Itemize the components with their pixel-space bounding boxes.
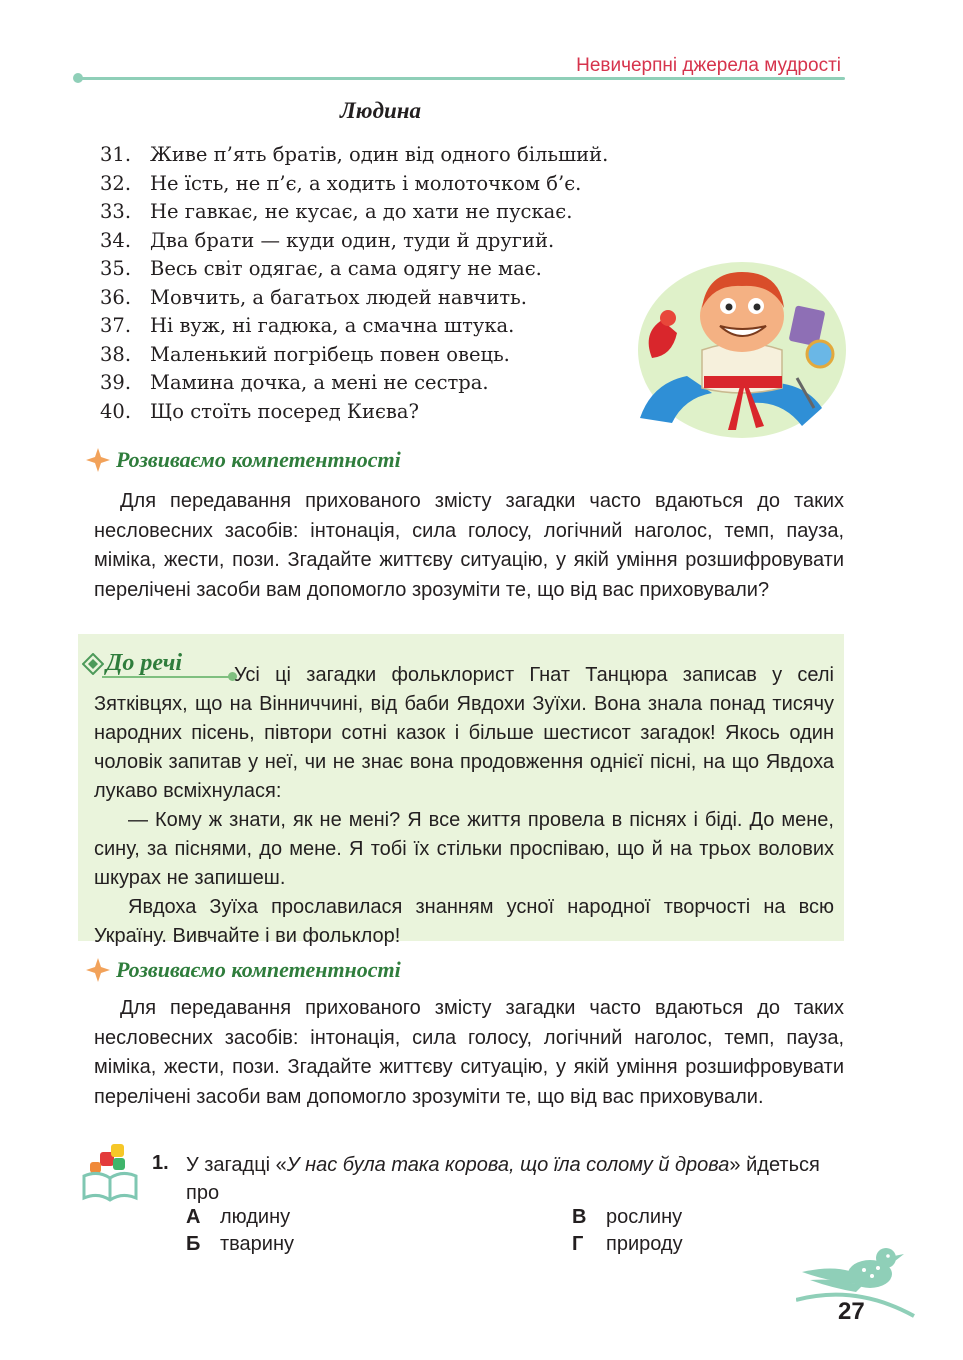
four-point-star-icon xyxy=(86,958,110,982)
competence-paragraph: Для передавання прихованого змісту загадки часто вдаються до таких несловесних засобів: інтонація, сила голосу, логічний наголос, темп, пауза, міміка, жести, пози. Згадайте життєву ситуацію, у якій уміння розшифровувати перелічені засоби вам допомогло зрозуміти те, що від вас приховували. xyxy=(94,997,844,1108)
riddle-item xyxy=(100,341,608,370)
riddle-number: 31. xyxy=(100,143,132,166)
riddle-number: 33. xyxy=(100,200,132,223)
riddle-text: Весь світ одягає, а сама одягу не має. xyxy=(150,257,542,280)
riddle-item xyxy=(100,170,608,199)
riddle-text: Не їсть, не п’є, а ходить і молоточком б’є. xyxy=(150,171,582,195)
four-point-star-icon xyxy=(86,448,110,472)
section-title: Людина xyxy=(340,98,422,123)
option-letter: Б xyxy=(186,1233,201,1255)
option-text: рослину xyxy=(606,1206,683,1228)
note-paragraph: Явдоха Зуїха прославилася знанням усної народної творчості на всю Україну. Вивчайте і ви фольклор! xyxy=(94,896,834,947)
answer-option-h[interactable] xyxy=(572,1230,683,1258)
competence-text-1 xyxy=(94,487,844,605)
option-text: людину xyxy=(220,1206,291,1228)
riddle-number: 40. xyxy=(100,399,132,423)
header-rule-dot xyxy=(73,73,83,83)
header-rule xyxy=(77,77,845,80)
riddle-text: Маленький погрібець повен овець. xyxy=(150,342,510,366)
riddle-text: Мамина дочка, а мені не сестра. xyxy=(150,371,489,394)
riddle-text: Не гавкає, не кусає, а до хати не пускає. xyxy=(150,200,573,223)
note-paragraph: — Кому ж знати, як не мені? Я все життя провела в піснях і біді. До мене, сину, за піснями, до мене. Я тобі їх стільки проспіваю, що й на трьох волових шкурах не запишеш. xyxy=(94,809,834,889)
riddle-text: Ні вуж, ні гадюка, а смачна штука. xyxy=(150,314,515,337)
riddle-list xyxy=(100,141,608,426)
riddle-number: 39. xyxy=(100,371,132,394)
running-head: Невичерпні джерела мудрості xyxy=(576,55,841,76)
riddle-item xyxy=(100,141,608,170)
task-text-before: У загадці « xyxy=(186,1154,287,1176)
task-text-after: » йдеться про xyxy=(186,1154,820,1204)
competence-text-2 xyxy=(94,994,844,1112)
competence-title: Розвиваємо компетентності xyxy=(116,447,401,472)
competence-paragraph: Для передавання прихованого змісту загадки часто вдаються до таких несловесних засобів: інтонація, сила голосу, логічний наголос, темп, пауза, міміка, жести, пози. Згадайте життєву ситуацію, у якій уміння розшифровувати перелічені засоби вам допомогло зрозуміти те, що від вас приховували? xyxy=(94,490,844,601)
riddle-text: Мовчить, а багатьох людей навчить. xyxy=(150,285,527,309)
answer-option-v[interactable] xyxy=(572,1203,682,1231)
page-number: 27 xyxy=(838,1298,865,1325)
riddle-item xyxy=(100,198,608,227)
cartoon-boy-illustration xyxy=(632,258,847,440)
competence-heading-2 xyxy=(86,957,401,983)
riddle-item xyxy=(100,227,608,256)
riddle-item xyxy=(100,369,608,398)
note-paragraph: Усі ці загадки фольклорист Гнат Танцюра записав у селі Зятківцях, що на Вінниччині, від баби Явдохи Зуїхи. Вона знала понад тисячу народних пісень, півтори сотні казок і більше шестисот загадок! Якось один чоловік запитав у неї, чи не знає вона продовження однієї пісні, на що Явдоха лукаво всміхнулася: xyxy=(94,664,834,802)
task-number: 1. xyxy=(152,1152,169,1174)
riddle-text: Два брати — куди один, туди й другий. xyxy=(150,228,555,252)
task-question xyxy=(186,1151,846,1207)
note-text xyxy=(94,661,834,951)
book-blocks-icon xyxy=(80,1140,140,1202)
riddle-text: Живе п’ять братів, один від одного більший. xyxy=(150,143,609,166)
riddle-number: 38. xyxy=(100,342,132,366)
answer-option-b[interactable] xyxy=(186,1230,294,1258)
option-text: природу xyxy=(606,1233,683,1255)
task-quote: У нас була така корова, що їла солому й дрова xyxy=(286,1154,730,1176)
option-text: тварину xyxy=(220,1233,295,1255)
option-letter: А xyxy=(186,1206,201,1228)
option-letter: Г xyxy=(572,1233,584,1255)
riddle-number: 32. xyxy=(100,171,132,195)
riddle-item xyxy=(100,398,608,427)
riddle-item xyxy=(100,284,608,313)
riddle-item xyxy=(100,255,608,284)
competence-title: Розвиваємо компетентності xyxy=(116,957,401,982)
riddle-text: Що стоїть посеред Києва? xyxy=(150,399,419,423)
answer-option-a[interactable] xyxy=(186,1203,290,1231)
note-title: До речі xyxy=(106,650,182,676)
riddle-number: 34. xyxy=(100,228,132,252)
riddle-item xyxy=(100,312,608,341)
competence-heading-1 xyxy=(86,447,401,473)
riddle-number: 37. xyxy=(100,314,132,337)
riddle-number: 36. xyxy=(100,285,132,309)
option-letter: В xyxy=(572,1206,587,1228)
riddle-number: 35. xyxy=(100,257,132,280)
